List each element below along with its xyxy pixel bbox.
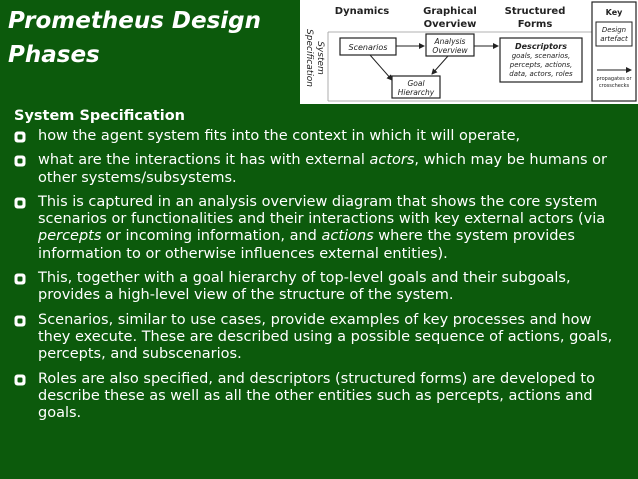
side-label-specification: Specification bbox=[304, 29, 314, 87]
bullet-text-part: This is captured in an analysis overview diagram that shows the core system scenarios or functionalities and their interactions with key external actors (via bbox=[38, 193, 606, 228]
goal-label-2: Hierarchy bbox=[397, 88, 435, 97]
bullet-list bbox=[14, 128, 624, 429]
bullet-item bbox=[14, 312, 624, 364]
descriptors-line-2: percepts, actions, bbox=[509, 61, 573, 69]
key-title: Key bbox=[605, 8, 623, 17]
bullet-text-part: , which may be humans or other systems/subsystems. bbox=[38, 152, 607, 186]
bullet-text bbox=[38, 152, 607, 185]
bullet-item bbox=[14, 128, 624, 145]
square-bullet-icon bbox=[14, 131, 26, 143]
bullet-text: Scenarios, similar to use cases, provide examples of key processes and how they execute. These are described using a possible sequence of actions, goals, percepts, and subscenarios. bbox=[38, 311, 613, 363]
bullet-text-part: or incoming information, and bbox=[101, 228, 322, 245]
key-arrow-label-1: propagates or bbox=[596, 76, 632, 82]
descriptors-line-1: goals, scenarios, bbox=[511, 52, 571, 60]
bullet-emphasis-actions: actions bbox=[321, 228, 374, 245]
col-header-dynamics: Dynamics bbox=[334, 6, 390, 17]
key-arrow-label-2: crosschecks bbox=[598, 83, 630, 89]
bullet-item bbox=[14, 152, 624, 187]
side-label-system: System bbox=[315, 41, 325, 75]
square-bullet-icon bbox=[14, 197, 26, 209]
section-subheading: System Specification bbox=[14, 108, 185, 124]
square-bullet-icon bbox=[14, 374, 26, 386]
col-header-overview: Overview bbox=[423, 19, 477, 30]
bullet-item bbox=[14, 270, 624, 305]
title-line-1: Prometheus Design bbox=[8, 8, 261, 34]
diagram-svg bbox=[300, 0, 638, 104]
analysis-label-2: Overview bbox=[432, 46, 468, 55]
col-header-graphical: Graphical bbox=[423, 6, 477, 17]
descriptors-title: Descriptors bbox=[514, 42, 568, 51]
bullet-text bbox=[38, 194, 605, 262]
scenarios-label: Scenarios bbox=[348, 43, 388, 52]
arrow-analysis-goal bbox=[432, 56, 448, 74]
square-bullet-icon bbox=[14, 315, 26, 327]
prometheus-phases-diagram bbox=[300, 0, 638, 104]
arrow-scenarios-goal bbox=[370, 55, 392, 80]
col-header-structured: Structured bbox=[504, 6, 566, 17]
title-line-2: Phases bbox=[8, 42, 100, 68]
bullet-text-part: what are the interactions it has with external bbox=[38, 152, 370, 169]
bullet-text: This, together with a goal hierarchy of top-level goals and their subgoals, provides a high-level view of the structure of the system. bbox=[38, 270, 571, 304]
square-bullet-icon bbox=[14, 155, 26, 167]
key-design-2: artefact bbox=[600, 35, 628, 43]
slide-title bbox=[8, 4, 298, 72]
bullet-text: how the agent system fits into the context in which it will operate, bbox=[38, 128, 521, 144]
goal-label-1: Goal bbox=[407, 79, 425, 88]
bullet-item bbox=[14, 194, 624, 263]
col-header-forms: Forms bbox=[517, 19, 553, 30]
key-design-1: Design bbox=[601, 26, 627, 34]
bullet-emphasis-percepts: percepts bbox=[38, 228, 102, 245]
analysis-label-1: Analysis bbox=[434, 37, 466, 46]
bullet-text-part: where the system provides information to or otherwise influences external entities). bbox=[38, 228, 575, 262]
bullet-item bbox=[14, 371, 624, 423]
bullet-text: Roles are also specified, and descriptors (structured forms) are developed to describe these as well as all the other entities such as percepts, actions and goals. bbox=[38, 370, 595, 422]
bullet-emphasis-actors: actors bbox=[369, 152, 415, 169]
square-bullet-icon bbox=[14, 273, 26, 285]
descriptors-line-3: data, actors, roles bbox=[509, 70, 573, 78]
